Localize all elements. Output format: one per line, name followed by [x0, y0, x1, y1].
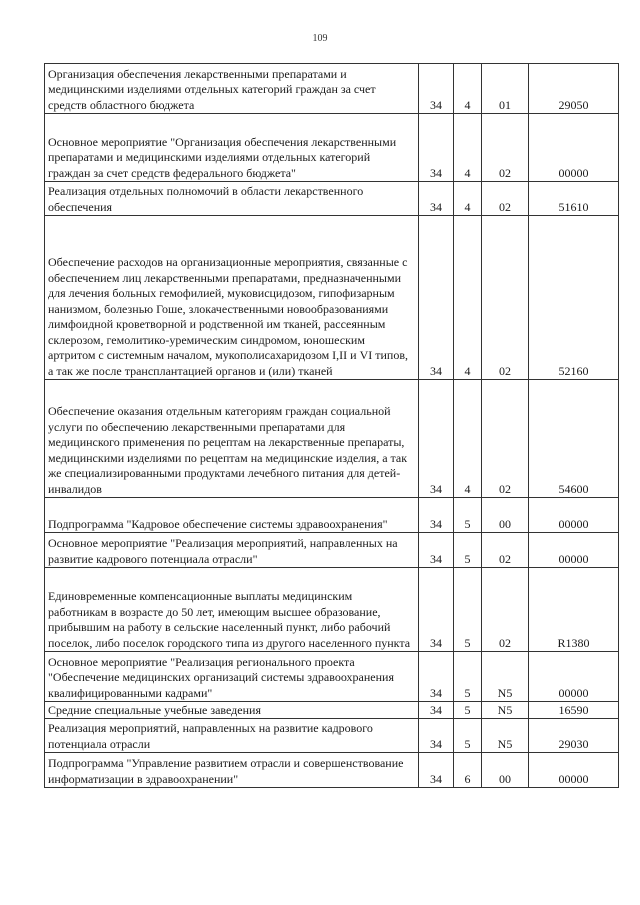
row-program-code: 34: [419, 533, 454, 568]
row-program-code: 34: [419, 753, 454, 788]
table-row: [45, 64, 619, 114]
row-direction-code: 51610: [529, 182, 619, 216]
row-description: Реализация мероприятий, направленных на развитие кадрового потенциала отрасли: [45, 719, 419, 753]
row-description: Организация обеспечения лекарственными препаратами и медицинскими изделиями отдельных категорий граждан за счет средств областного бюджета: [45, 64, 419, 114]
row-program-code: 34: [419, 114, 454, 182]
table-row: [45, 568, 619, 652]
row-direction-code: 29050: [529, 64, 619, 114]
row-description: Подпрограмма "Кадровое обеспечение системы здравоохранения": [45, 498, 419, 533]
row-description: Основное мероприятие "Реализация мероприятий, направленных на развитие кадрового потенциала отрасли": [45, 533, 419, 568]
row-subprogram-code: 4: [454, 216, 482, 380]
row-direction-code: 54600: [529, 380, 619, 498]
row-program-code: 34: [419, 216, 454, 380]
row-subprogram-code: 4: [454, 182, 482, 216]
table-row: [45, 380, 619, 498]
row-subprogram-code: 5: [454, 533, 482, 568]
row-program-code: 34: [419, 498, 454, 533]
row-program-code: 34: [419, 182, 454, 216]
row-subprogram-code: 4: [454, 64, 482, 114]
row-event-code: N5: [482, 652, 529, 702]
row-program-code: 34: [419, 702, 454, 719]
row-description: Обеспечение оказания отдельным категориям граждан социальной услуги по обеспечению лекарственными препаратами для медицинского применения по рецептам на лекарственные препараты, медицинскими изделиями по рецептам на медицинские изделия, а так же специализированными продуктами лечебного питания для детей-инвалидов: [45, 380, 419, 498]
row-event-code: 00: [482, 498, 529, 533]
row-description: Единовременные компенсационные выплаты медицинским работникам в возрасте до 50 лет, имеющим высшее образование, прибывшим на работу в сельские населенный пункт, либо рабочий поселок, либо поселок городского типа из другого населенного пункта: [45, 568, 419, 652]
table-row: [45, 498, 619, 533]
row-program-code: 34: [419, 719, 454, 753]
row-direction-code: 00000: [529, 753, 619, 788]
row-event-code: 00: [482, 753, 529, 788]
row-description: Подпрограмма "Управление развитием отрасли и совершенствование информатизации в здравоохранении": [45, 753, 419, 788]
row-subprogram-code: 5: [454, 719, 482, 753]
row-direction-code: 00000: [529, 652, 619, 702]
row-event-code: 01: [482, 64, 529, 114]
row-program-code: 34: [419, 652, 454, 702]
row-description: Обеспечение расходов на организационные мероприятия, связанные с обеспечением лиц лекарственными препаратами, предназначенными для лечения больных гемофилией, муковисцидозом, гипофизарным нанизмом, болезнью Гоше, злокачественными новообразованиями лимфоидной кроветворной и родственной им тканей, рассеянным склерозом, гемолитико-уремическим синдромом, юношеским артритом с системным началом, мукополисахаридозом I,II и VI типов, а так же после трансплантацией органов и (или) тканей: [45, 216, 419, 380]
row-event-code: 02: [482, 114, 529, 182]
row-event-code: N5: [482, 702, 529, 719]
table-row: [45, 753, 619, 788]
row-description: Основное мероприятие "Организация обеспечения лекарственными препаратами и медицинскими изделиями отдельных категорий граждан за счет средств федерального бюджета": [45, 114, 419, 182]
row-direction-code: 16590: [529, 702, 619, 719]
row-subprogram-code: 4: [454, 114, 482, 182]
table-row: [45, 533, 619, 568]
table-row: [45, 114, 619, 182]
row-event-code: N5: [482, 719, 529, 753]
row-direction-code: 00000: [529, 498, 619, 533]
row-event-code: 02: [482, 533, 529, 568]
table-row: [45, 216, 619, 380]
row-subprogram-code: 5: [454, 568, 482, 652]
row-event-code: 02: [482, 380, 529, 498]
row-subprogram-code: 6: [454, 753, 482, 788]
row-direction-code: 52160: [529, 216, 619, 380]
table-row: [45, 702, 619, 719]
page-number: 109: [312, 33, 328, 44]
row-description: Реализация отдельных полномочий в области лекарственного обеспечения: [45, 182, 419, 216]
row-direction-code: 29030: [529, 719, 619, 753]
row-program-code: 34: [419, 568, 454, 652]
row-subprogram-code: 5: [454, 498, 482, 533]
row-subprogram-code: 4: [454, 380, 482, 498]
table-row: [45, 652, 619, 702]
row-subprogram-code: 5: [454, 702, 482, 719]
row-description: Средние специальные учебные заведения: [45, 702, 419, 719]
budget-classification-table: [44, 63, 619, 788]
table-row: [45, 719, 619, 753]
row-direction-code: 00000: [529, 114, 619, 182]
row-event-code: 02: [482, 216, 529, 380]
row-event-code: 02: [482, 182, 529, 216]
row-subprogram-code: 5: [454, 652, 482, 702]
row-event-code: 02: [482, 568, 529, 652]
table-row: [45, 182, 619, 216]
row-description: Основное мероприятие "Реализация регионального проекта "Обеспечение медицинских организаций системы здравоохранения квалифицированными кадрами": [45, 652, 419, 702]
row-direction-code: R1380: [529, 568, 619, 652]
row-program-code: 34: [419, 380, 454, 498]
row-direction-code: 00000: [529, 533, 619, 568]
row-program-code: 34: [419, 64, 454, 114]
